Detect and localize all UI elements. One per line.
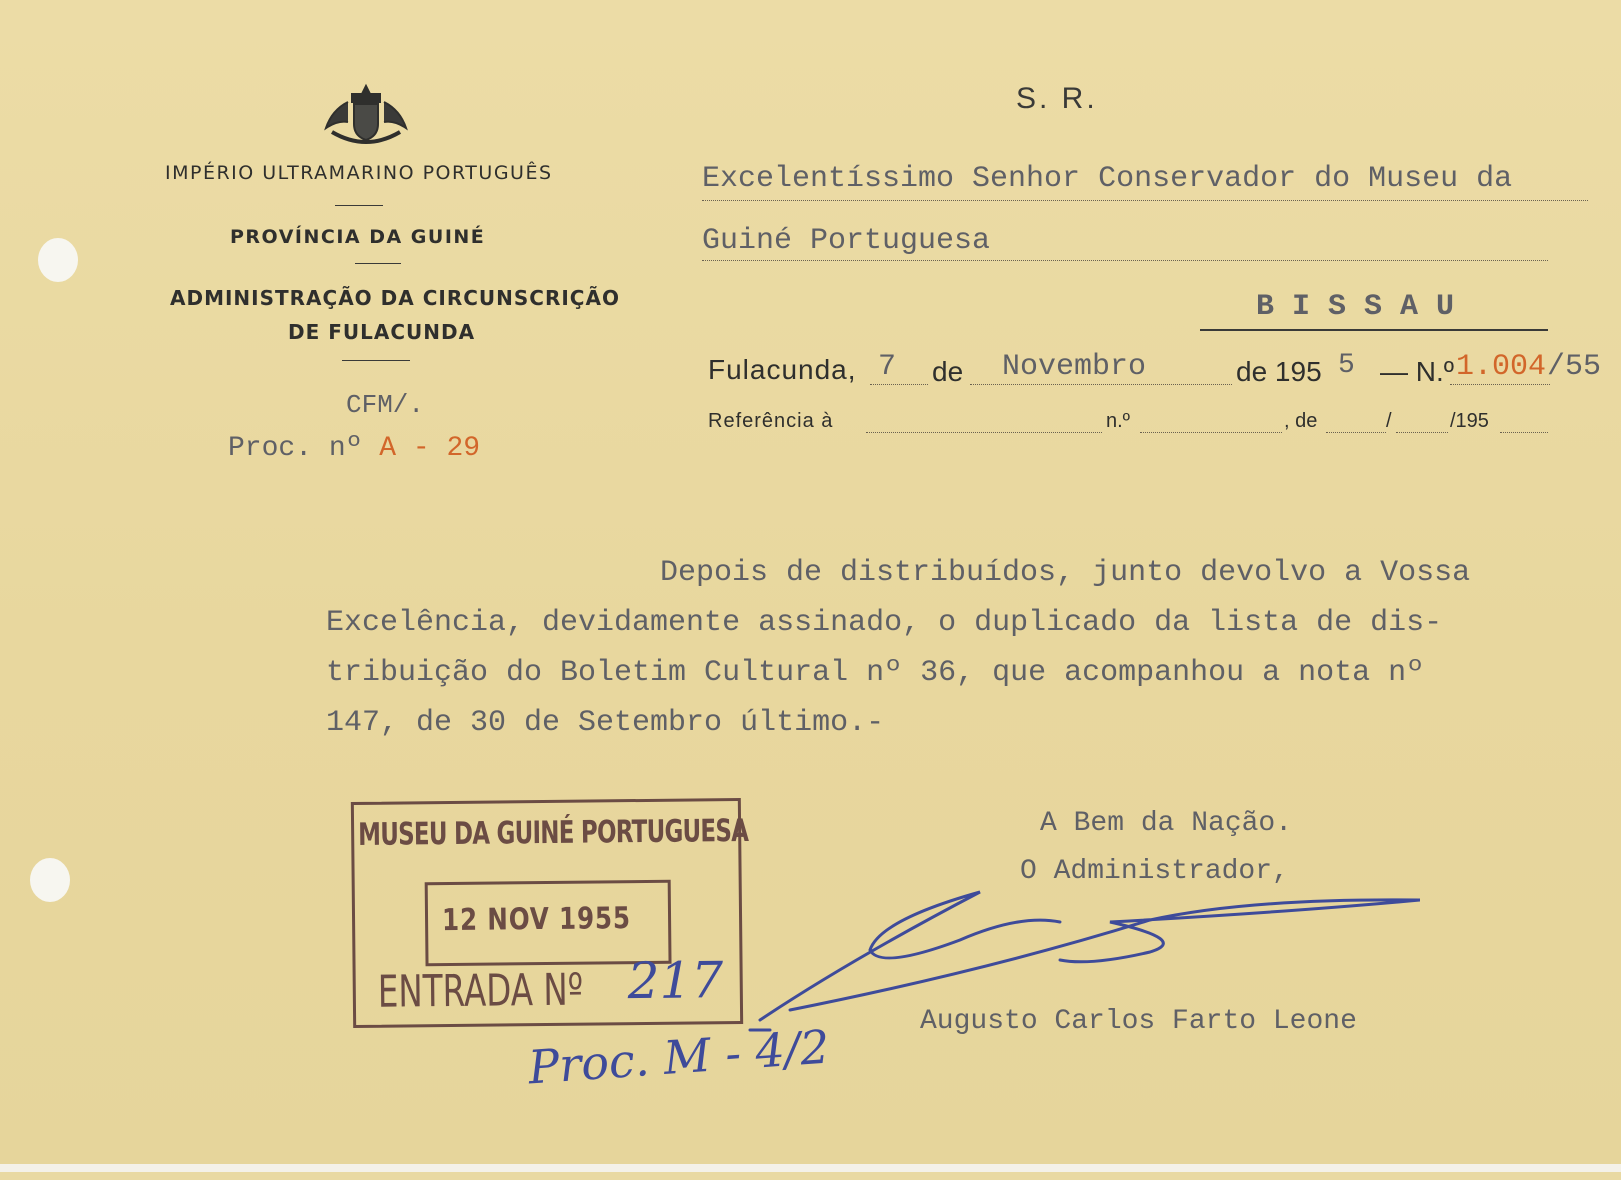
body-line-4: 147, de 30 de Setembro último.- [326,706,885,740]
process-label-text: Proc. nº [228,433,363,464]
stamp-entry-number: 217 [627,951,724,1011]
divider [335,205,383,206]
reference-n-label: n.º [1106,410,1130,432]
body-line-2: Excelência, devidamente assinado, o duplicado da lista de dis- [326,606,1443,640]
dotted-line [1450,384,1550,385]
signatory-name: Augusto Carlos Farto Leone [920,1006,1357,1037]
coat-of-arms-icon [318,80,414,150]
dotted-line [702,260,1548,261]
city-underline [1200,329,1548,331]
date-de: de [932,356,964,387]
dotted-line [1326,432,1386,433]
divider [355,263,401,264]
reference-slash: / [1386,410,1392,432]
date-year-prefix: de 195 [1236,356,1322,387]
process-number: A - 29 [379,433,481,464]
reference-year: /195 [1450,410,1489,432]
letter-number-suffix: /55 [1547,350,1602,384]
reference-de-label: , de [1284,410,1318,432]
number-label: — N.º [1380,356,1455,387]
dotted-line [1140,432,1282,433]
header-line-empire: IMPÉRIO ULTRAMARINO PORTUGUÊS [165,162,553,184]
closing-salutation: A Bem da Nação. [1040,808,1293,839]
stamp-museum-name: MUSEU DA GUINÉ PORTUGUESA [357,812,749,853]
handwritten-process-note: Proc. M - 4/2 [526,1019,832,1095]
date-month: Novembro [1002,350,1147,384]
date-year-digit: 5 [1338,350,1355,381]
punch-hole [30,858,70,902]
signature [730,880,1420,1050]
header-line-province: PROVÍNCIA DA GUINÉ [230,226,486,248]
reference-label: Referência à [708,410,834,432]
closing-title: O Administrador, [1020,856,1289,887]
museum-entry-stamp [351,798,749,1028]
stamp-entry-label: ENTRADA Nº [377,964,584,1018]
reference-code: CFM/. [346,390,425,420]
dotted-line [970,384,1232,385]
paper-bottom-edge [0,1164,1621,1172]
header-line-administration: ADMINISTRAÇÃO DA CIRCUNSCRIÇÃO [170,286,620,310]
body-line-1: Depois de distribuídos, junto devolvo a Vossa [660,556,1471,590]
dotted-line [1500,432,1548,433]
body-line-3: tribuição do Boletim Cultural nº 36, que acompanhou a nota nº [326,656,1425,690]
dotted-line [866,432,1102,433]
divider [342,360,410,361]
dotted-line [1396,432,1448,433]
dotted-line [870,384,928,385]
header-line-fulacunda: DE FULACUNDA [288,320,476,344]
punch-hole [38,238,78,282]
dotted-line [702,200,1588,201]
process-label [228,433,480,464]
date-day: 7 [878,350,897,384]
letter-number: 1.004 [1456,350,1547,384]
addressee-city: B I S S A U [1256,290,1455,324]
addressee-line-2: Guiné Portuguesa [702,224,991,258]
addressee-line-1: Excelentíssimo Senhor Conservador do Museu da [702,162,1513,196]
date-place: Fulacunda, [708,354,857,385]
stamp-date: 12 NOV 1955 [441,901,631,939]
sr-mark: S. R. [1016,82,1098,115]
